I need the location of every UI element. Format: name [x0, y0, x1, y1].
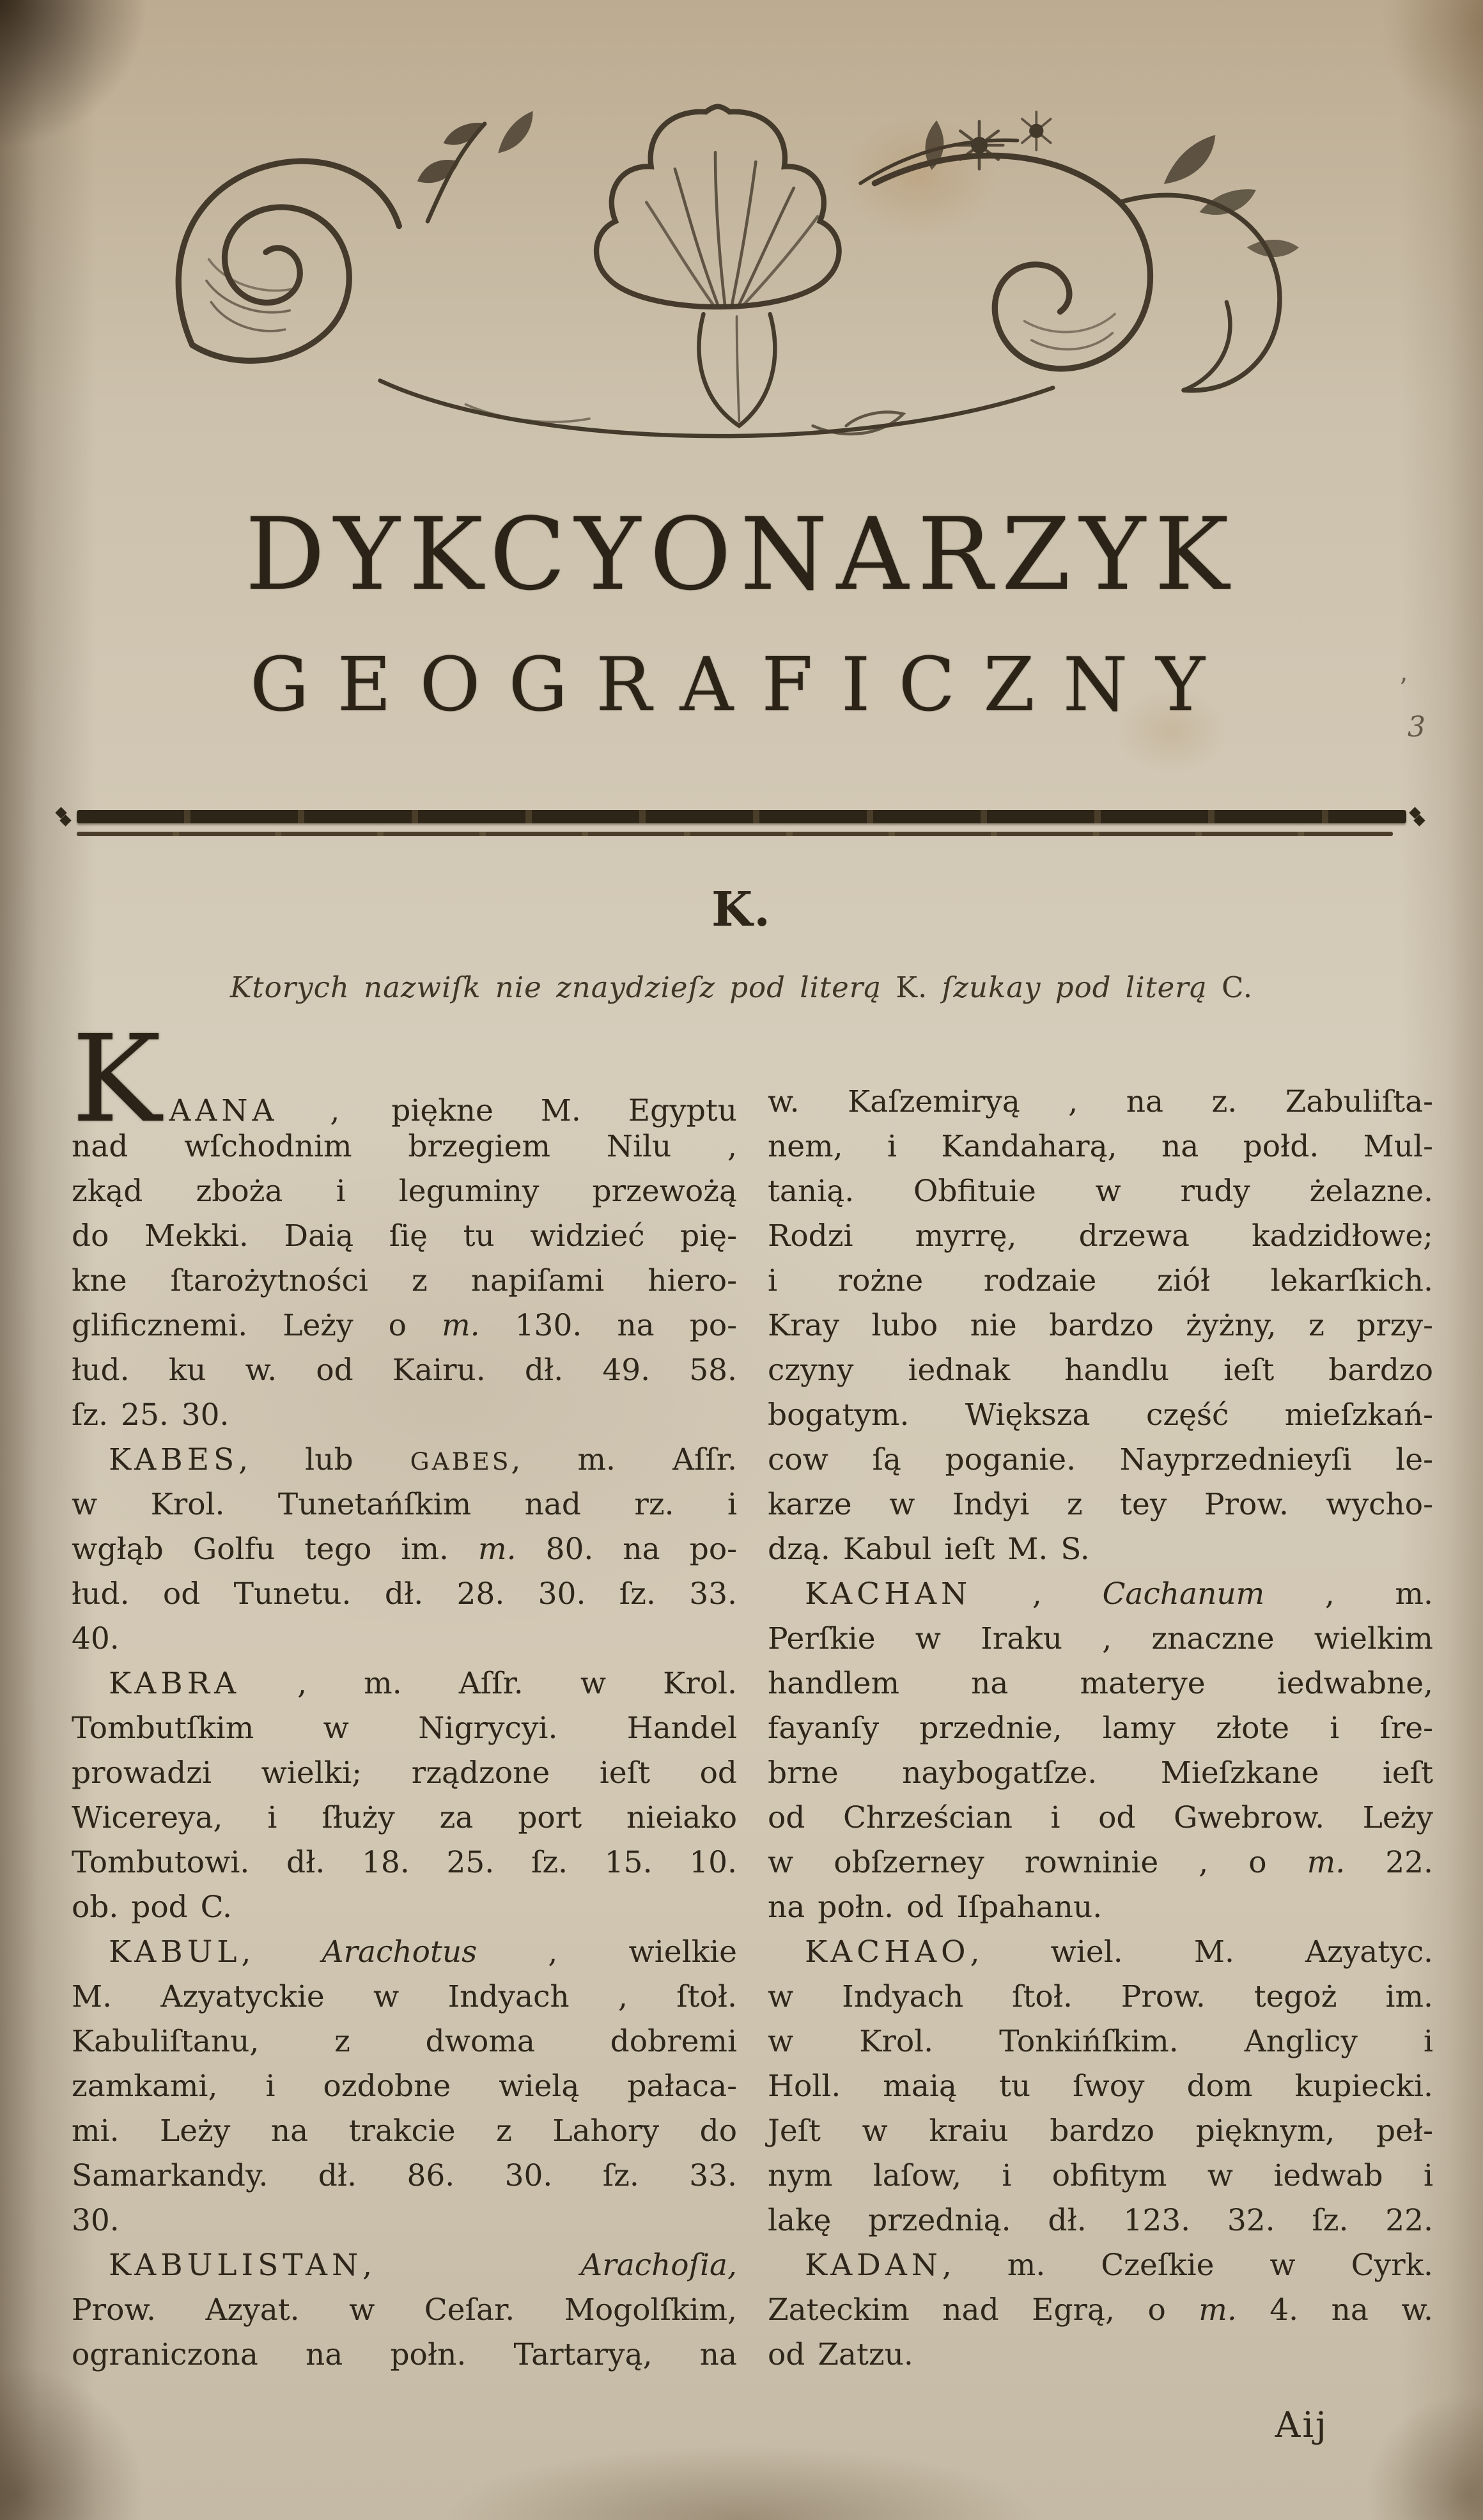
text-segment: , — [241, 1934, 322, 1970]
text-segment: piękne M. Egyptu — [344, 1093, 737, 1129]
book-title-line1: DYKCYONARZYK — [245, 496, 1238, 612]
text-segment: KABRA — [109, 1666, 241, 1702]
text-line — [768, 2333, 1433, 2377]
text-line — [72, 1259, 737, 1303]
text-segment: KABES — [109, 1442, 239, 1478]
text-segment: AANA , — [169, 1093, 345, 1129]
text-line — [72, 1438, 737, 1482]
text-segment: KABULISTAN — [109, 2248, 363, 2283]
section-letter: K. — [711, 882, 772, 938]
text-segment: Tombutowi. dł. 18. 25. ſz. 15. 10. — [72, 1845, 737, 1881]
text-segment: GABES — [410, 1447, 511, 1476]
text-line — [768, 2154, 1433, 2198]
italic-text: Cachanum — [1102, 1576, 1265, 1612]
italic-text: ſzukay pod literą — [928, 970, 1222, 1005]
text-line — [72, 1169, 737, 1214]
text-line — [72, 1751, 737, 1796]
text-line — [72, 1303, 737, 1348]
stray-ink-mark: ’ — [1399, 673, 1408, 704]
text-line — [768, 1214, 1433, 1259]
text-line — [768, 1080, 1433, 1124]
text-line — [768, 1796, 1433, 1840]
text-line — [72, 1885, 737, 1930]
text-line — [768, 1661, 1433, 1706]
italic-text: Arachotus — [322, 1934, 478, 1970]
headpiece-ornament-container — [0, 0, 1483, 464]
signature-mark: Aij — [1275, 2404, 1328, 2446]
text-segment: lakę przednią. dł. 123. 32. ſz. 22. — [768, 2203, 1433, 2239]
text-line — [72, 2064, 737, 2109]
text-line — [72, 2019, 737, 2064]
text-segment: cow ſą poganie. Nayprzednieyſi le- — [768, 1442, 1433, 1478]
text-line — [72, 1482, 737, 1527]
text-segment: Holl. maią tu ſwoy dom kupiecki. — [768, 2069, 1433, 2104]
text-line — [768, 1885, 1433, 1930]
text-segment: , m. Aſſr. — [511, 1442, 737, 1478]
text-line — [768, 1706, 1433, 1751]
text-line — [72, 1527, 737, 1572]
text-segment: karze w Indyi z tey Prow. wycho- — [768, 1487, 1433, 1523]
text-line — [768, 1438, 1433, 1482]
text-line — [768, 1303, 1433, 1348]
text-segment: Kray lubo nie bardzo żyżny, z przy- — [768, 1308, 1433, 1344]
text-segment: zamkami, i ozdobne wielą pałaca- — [72, 2069, 737, 2104]
text-line — [72, 1706, 737, 1751]
text-segment: Perſkie w Iraku , znaczne wielkim — [768, 1621, 1433, 1657]
text-line — [768, 1617, 1433, 1661]
text-segment: w obſzerney rowninie , o — [768, 1845, 1307, 1881]
text-segment: Wicereya, i ſłuży za port nieiako — [72, 1800, 737, 1836]
text-segment: w Krol. Tunetańſkim nad rz. i — [72, 1487, 737, 1523]
text-segment: od Chrześcian i od Gwebrow. Leży — [768, 1800, 1433, 1836]
text-segment: 30. — [72, 2203, 120, 2239]
text-segment: od Zatzu. — [768, 2337, 913, 2373]
text-segment: K. — [896, 970, 928, 1005]
text-line — [72, 1393, 737, 1438]
text-line — [768, 1975, 1433, 2019]
book-title-line2: GEOGRAFICZNY — [250, 642, 1233, 729]
text-line — [768, 2019, 1433, 2064]
text-line — [72, 1975, 737, 2019]
text-segment: do Mekki. Daią ſię tu widzieć pię- — [72, 1218, 737, 1254]
text-line — [72, 1348, 737, 1393]
text-segment: w. Kaſzemiryą , na z. Zabuliſta- — [768, 1084, 1433, 1120]
text-line — [72, 1572, 737, 1617]
text-segment: Kabuliſtanu, z dwoma dobremi — [72, 2024, 737, 2060]
stray-ink-mark: 3 — [1408, 711, 1425, 743]
text-columns — [0, 1004, 1483, 2377]
text-segment: nem, i Kandaharą, na połd. Mul- — [768, 1129, 1433, 1165]
text-segment: Tombutſkim w Nigrycyi. Handel — [72, 1711, 737, 1746]
text-line — [72, 1661, 737, 1706]
text-segment: tanią. Obfituie w rudy żelazne. — [768, 1174, 1433, 1209]
text-segment: fayanſy przednie, lamy złote i ſre- — [768, 1711, 1433, 1746]
text-segment: nad wſchodnim brzegiem Nilu , — [72, 1129, 737, 1165]
text-segment: , m. Czeſkie w Cyrk. — [942, 2248, 1433, 2283]
text-segment: ob. pod C. — [72, 1890, 232, 1925]
text-segment: bogatym. Większa część mieſzkań- — [768, 1397, 1433, 1433]
text-segment: C. — [1221, 970, 1254, 1005]
text-segment: ſz. 25. 30. — [72, 1397, 229, 1433]
text-segment: handlem na materye iedwabne, — [768, 1666, 1433, 1702]
text-segment: Prow. Azyat. w Ceſar. Mogolſkim, — [72, 2292, 737, 2328]
text-segment: kne ſtarożytności z napiſami hiero- — [72, 1263, 737, 1299]
text-line — [72, 1930, 737, 1975]
text-segment: , — [972, 1576, 1103, 1612]
italic-text: m. — [478, 1532, 516, 1567]
italic-text: Arachoſia, — [580, 2248, 737, 2283]
text-segment: 80. na po- — [516, 1532, 737, 1567]
text-segment: łud. od Tunetu. dł. 28. 30. ſz. 33. — [72, 1576, 737, 1612]
text-line — [768, 2198, 1433, 2243]
text-segment: , wielkie — [477, 1934, 737, 1970]
rule-bar-thin — [77, 832, 1393, 836]
text-segment: M. Azyatyckie w Indyach , ſtoł. — [72, 1979, 737, 2015]
italic-text: m. — [1199, 2292, 1237, 2328]
text-segment: KACHAO — [805, 1934, 970, 1970]
rococo-headpiece-ornament-icon — [147, 69, 1336, 462]
text-segment: 130. na po- — [479, 1308, 737, 1344]
text-line — [72, 1214, 737, 1259]
text-line — [768, 1482, 1433, 1527]
rule-end-fleuron-icon — [1409, 809, 1428, 828]
text-segment: na połn. od Iſpahanu. — [768, 1890, 1103, 1925]
text-line — [72, 2198, 737, 2243]
text-segment: dzą. Kabul ieſt M. S. — [768, 1532, 1090, 1567]
text-segment: , lub — [238, 1442, 410, 1478]
text-segment: nym laſow, i obfitym w iedwab i — [768, 2158, 1433, 2194]
text-line — [72, 2243, 737, 2288]
right-column — [768, 1080, 1433, 2377]
text-line — [72, 1840, 737, 1885]
text-segment: 22. — [1345, 1845, 1433, 1881]
text-line — [768, 1527, 1433, 1572]
italic-text: m. — [442, 1308, 480, 1344]
text-segment: 40. — [72, 1621, 120, 1657]
rule-end-fleuron-icon — [55, 809, 74, 828]
cross-reference-note — [0, 970, 1483, 1004]
text-line — [72, 2109, 737, 2154]
text-line — [768, 2288, 1433, 2333]
text-line — [768, 1124, 1433, 1169]
text-line — [768, 1348, 1433, 1393]
left-column — [72, 1009, 737, 2377]
text-segment: łud. ku w. od Kairu. dł. 49. 58. — [72, 1353, 737, 1388]
text-line — [72, 1796, 737, 1840]
text-segment: Jeſt w kraiu bardzo pięknym, peł- — [768, 2113, 1433, 2149]
text-segment: , m. — [1264, 1576, 1433, 1612]
text-segment: Rodzi myrrę, drzewa kadzidłowe; — [768, 1218, 1433, 1254]
text-segment: , wiel. M. Azyatyc. — [970, 1934, 1433, 1970]
double-rule — [77, 810, 1406, 836]
text-segment: mi. Leży na trakcie z Lahory do — [72, 2113, 737, 2149]
text-line — [72, 2154, 737, 2198]
text-line — [72, 1124, 737, 1169]
text-segment: wgłąb Golfu tego im. — [72, 1532, 479, 1567]
text-segment: Zateckim nad Egrą, o — [768, 2292, 1199, 2328]
rule-bar-thick — [77, 810, 1406, 823]
text-line — [768, 1259, 1433, 1303]
text-segment: KABUL — [109, 1934, 242, 1970]
text-segment: prowadzi wielki; rządzone ieſt od — [72, 1755, 737, 1791]
text-segment: KADAN — [805, 2248, 942, 2283]
text-line — [768, 1169, 1433, 1214]
text-segment: , m. Aſſr. w Krol. — [240, 1666, 737, 1702]
text-line — [768, 1393, 1433, 1438]
text-line — [768, 2064, 1433, 2109]
italic-text: Ktorych nazwiſk nie znaydzieſz pod literą — [229, 970, 896, 1005]
text-line — [768, 2243, 1433, 2288]
text-segment: ograniczona na połn. Tartaryą, na — [72, 2337, 737, 2373]
text-line — [768, 1751, 1433, 1796]
italic-text: m. — [1307, 1845, 1346, 1881]
drop-cap-initial: K — [72, 1009, 162, 1150]
text-segment: KACHAN — [805, 1576, 972, 1612]
text-segment: czyny iednak handlu ieſt bardzo — [768, 1353, 1433, 1388]
text-line — [768, 1840, 1433, 1885]
text-segment: 4. na w. — [1236, 2292, 1433, 2328]
text-segment: zkąd zboża i leguminy przewożą — [72, 1174, 737, 1209]
text-segment: brne naybogatſze. Mieſzkane ieſt — [768, 1755, 1433, 1791]
text-line — [768, 1572, 1433, 1617]
text-line — [72, 1617, 737, 1661]
text-segment: w Indyach ſtoł. Prow. tegoż im. — [768, 1979, 1433, 2015]
text-segment: w Krol. Tonkińſkim. Anglicy i — [768, 2024, 1433, 2060]
text-segment: Samarkandy. dł. 86. 30. ſz. 33. — [72, 2158, 737, 2194]
text-segment: i rożne rodzaie ziół lekarſkich. — [768, 1263, 1433, 1299]
text-line — [72, 2288, 737, 2333]
text-line — [768, 1930, 1433, 1975]
text-segment: , — [362, 2248, 581, 2283]
text-line — [72, 2333, 737, 2377]
text-line — [768, 2109, 1433, 2154]
text-segment: glificznemi. Leży o — [72, 1308, 442, 1344]
